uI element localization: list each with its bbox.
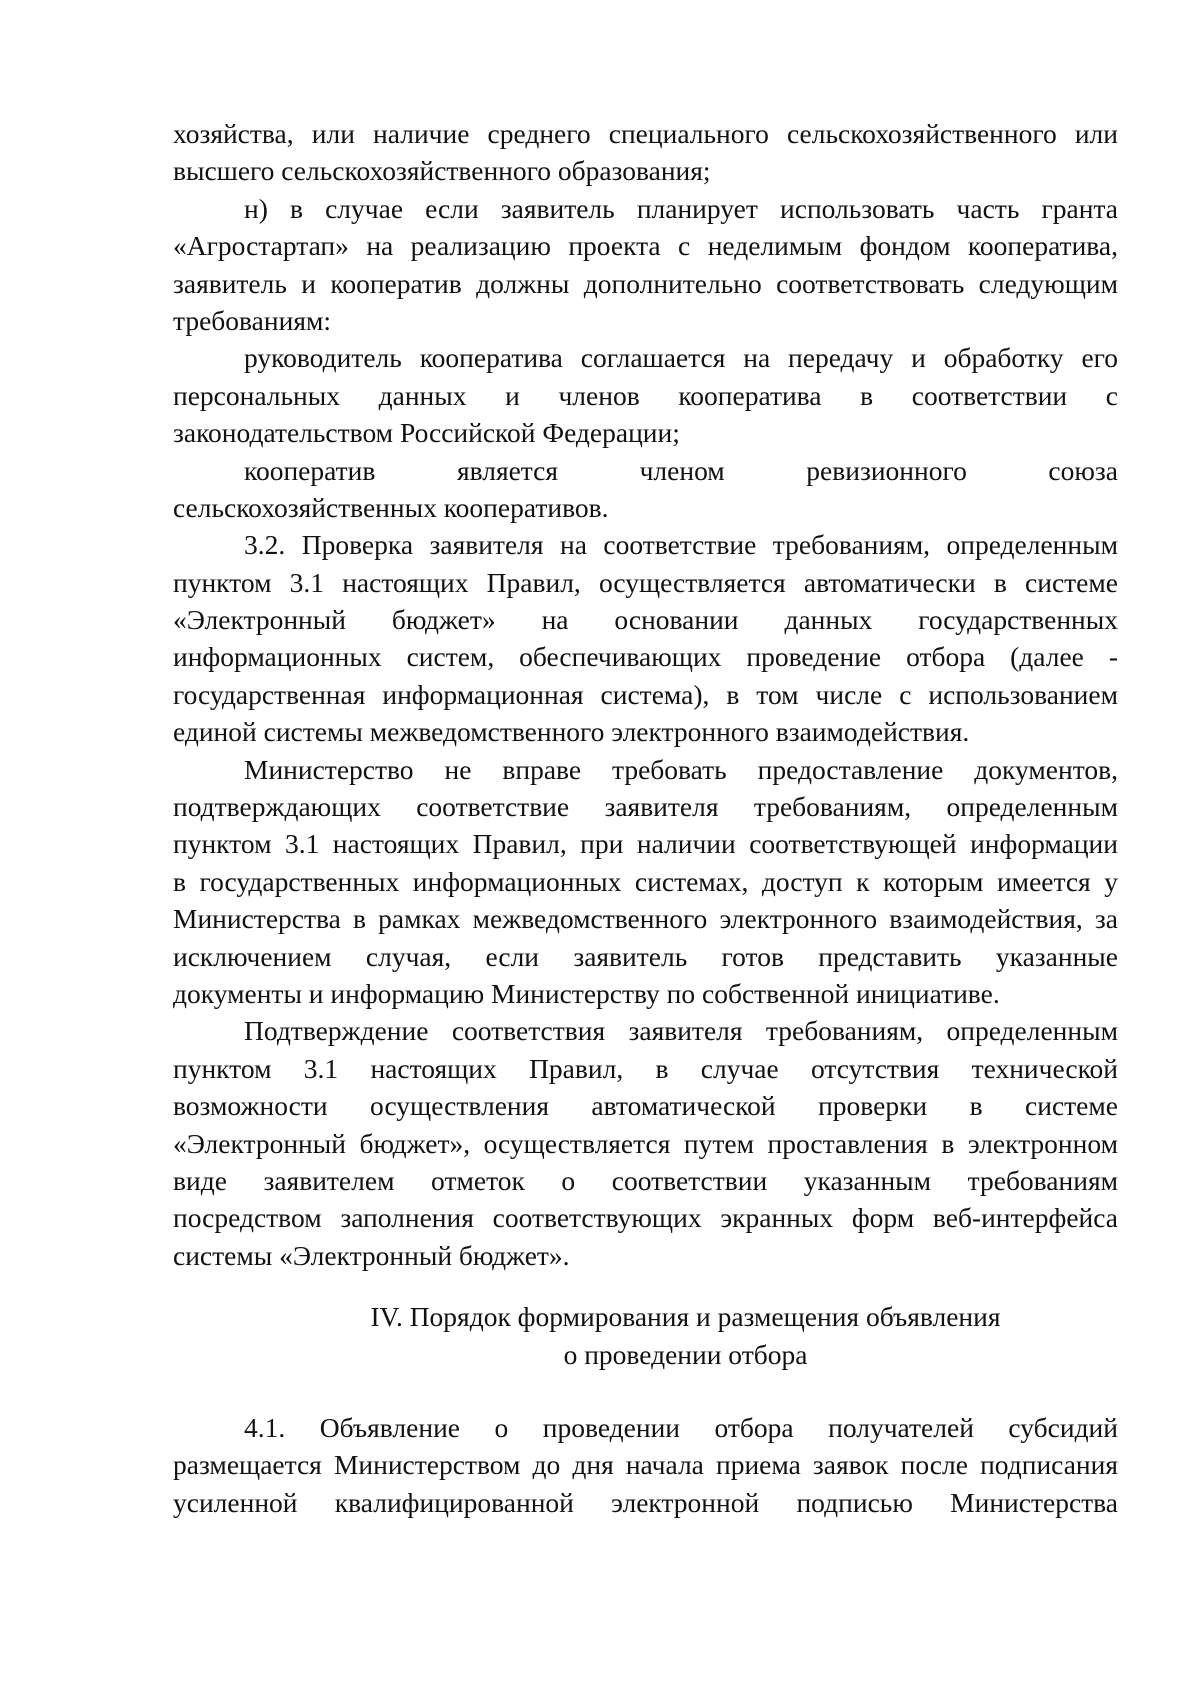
text-line: виде заявителем отметок о соответствии указанным требованиям (173, 1164, 1118, 1196)
section-heading-line-1: IV. Порядок формирования и размещения объявления (370, 1301, 1001, 1333)
spacer (173, 1274, 1118, 1298)
text-line: «Электронный бюджет» на основании данных государственных (173, 604, 1118, 636)
text-line: требованиям: (173, 304, 332, 336)
text-line: н) в случае если заявитель планирует использовать часть гранта (244, 192, 1118, 224)
section-heading-line-2: о проведении отбора (563, 1338, 808, 1370)
text-line: пунктом 3.1 настоящих Правил, осуществляется автоматически в системе (173, 566, 1118, 598)
text-line: сельскохозяйственных кооперативов. (173, 491, 609, 523)
text-line: посредством заполнения соответствующих экранных форм веб-интерфейса (173, 1202, 1118, 1234)
text-line: государственная информационная система), в том числе с использованием (173, 678, 1118, 710)
text-line: 4.1. Объявление о проведении отбора получателей субсидий (244, 1411, 1118, 1443)
text-line: усиленной квалифицированной электронной подписью Министерства (173, 1486, 1118, 1518)
text-line: подтверждающих соответствие заявителя требованиям, определенным (173, 791, 1118, 823)
text-line: «Агростартап» на реализацию проекта с неделимым фондом кооператива, (173, 230, 1118, 262)
text-line: информационных систем, обеспечивающих проведение отбора (далее - (173, 641, 1118, 673)
text-line: руководитель кооператива соглашается на передачу и обработку его (244, 342, 1118, 374)
text-line: 3.2. Проверка заявителя на соответствие требованиям, определенным (244, 529, 1118, 561)
text-line: размещается Министерством до дня начала приема заявок после подписания (173, 1449, 1118, 1481)
text-line: документы и информацию Министерству по собственной инициативе. (173, 977, 1000, 1009)
text-line: системы «Электронный бюджет». (173, 1239, 570, 1271)
text-line: высшего сельскохозяйственного образования; (173, 155, 711, 187)
text-line: возможности осуществления автоматической проверки в системе (173, 1090, 1118, 1122)
text-line: исключением случая, если заявитель готов представить указанные (173, 940, 1118, 972)
text-line: персональных данных и членов кооператива в соответствии с (173, 379, 1118, 411)
text-line: заявитель и кооператив должны дополнительно соответствовать следующим (173, 267, 1118, 299)
text-line: кооператив является членом ревизионного союза (244, 454, 1118, 486)
text-line: Министерства в рамках межведомственного электронного взаимодействия, за (173, 903, 1118, 935)
text-line: законодательством Российской Федерации; (173, 417, 680, 449)
document-body (173, 115, 1118, 1521)
text-line: пунктом 3.1 настоящих Правил, в случае отсутствия технической (173, 1052, 1118, 1084)
text-line: Подтверждение соответствия заявителя требованиям, определенным (244, 1015, 1118, 1047)
text-line: «Электронный бюджет», осуществляется путем проставления в электронном (173, 1127, 1118, 1159)
text-line: хозяйства, или наличие среднего специального сельскохозяйственного или (173, 118, 1118, 149)
text-line: пунктом 3.1 настоящих Правил, при наличии соответствующей информации (173, 828, 1118, 860)
spacer (173, 1373, 1118, 1409)
text-line: единой системы межведомственного электронного взаимодействия. (173, 716, 970, 748)
text-line: Министерство не вправе требовать предоставление документов, (244, 753, 1118, 785)
text-line: в государственных информационных системах, доступ к которым имеется у (173, 865, 1118, 897)
